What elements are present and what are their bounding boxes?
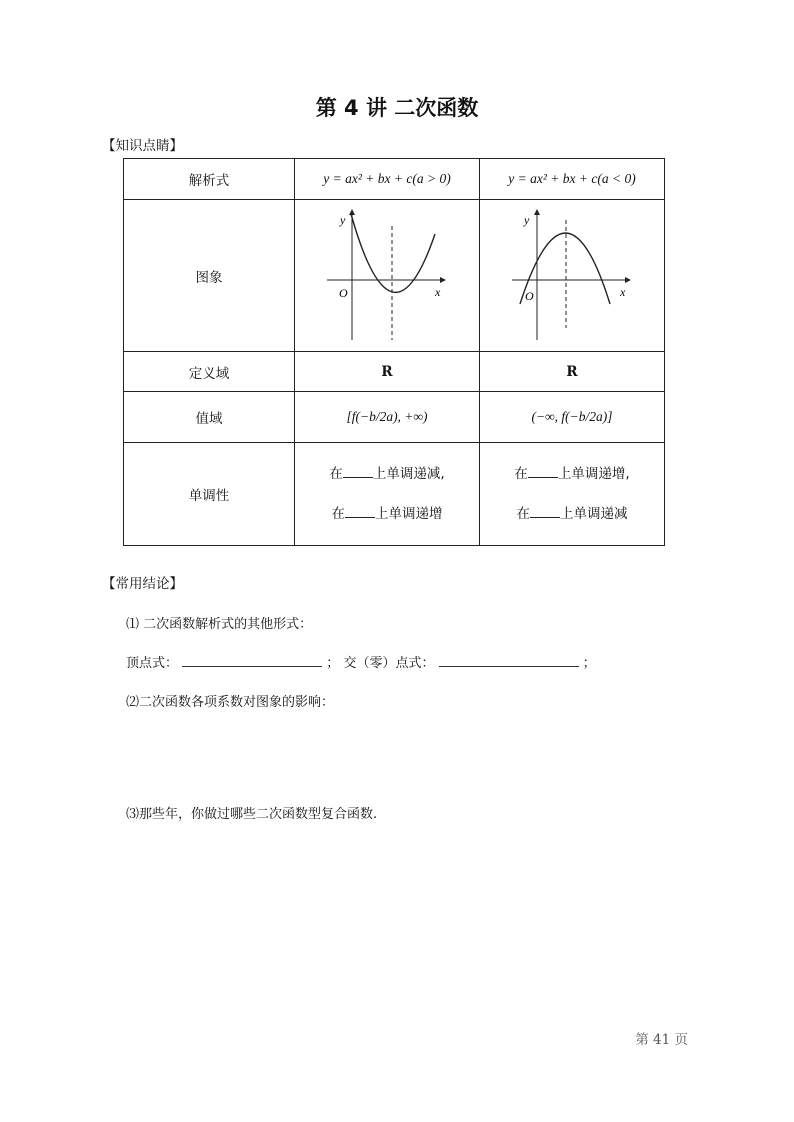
knowledge-table: [123, 158, 665, 546]
text: 在: [329, 466, 343, 482]
fill-blank[interactable]: [343, 465, 373, 478]
fill-blank[interactable]: [530, 505, 560, 518]
monotonic-line: [480, 454, 664, 494]
fill-blank[interactable]: [528, 465, 558, 478]
semicolon: ；: [582, 656, 596, 671]
text: 在: [516, 506, 530, 522]
parabola-up-graph: [295, 200, 479, 347]
row-label-graph: 图象: [124, 200, 295, 352]
graph-cell-a-negative: [480, 200, 665, 352]
table-row-graph: [124, 200, 665, 352]
monotonic-line: [295, 494, 479, 534]
forms-line: [126, 652, 596, 671]
table-row-range: [124, 392, 665, 443]
section-heading-conclusions: 【常用结论】: [102, 576, 183, 592]
monotonic-a-positive: [295, 443, 480, 546]
row-label-domain: 定义域: [124, 352, 295, 392]
semicolon: ；: [326, 656, 340, 671]
y-axis-label: y: [524, 213, 530, 227]
row-label-formula: 解析式: [124, 159, 295, 200]
formula-a-positive: y = ax² + bx + c(a > 0): [295, 159, 480, 200]
section-heading-knowledge: 【知识点睛】: [102, 138, 183, 154]
graph-cell-a-positive: [295, 200, 480, 352]
text: 上单调递增,: [557, 466, 630, 482]
text: 上单调递减: [560, 506, 628, 522]
item-1: ⑴ 二次函数解析式的其他形式：: [126, 617, 313, 632]
intercept-form-label: 交（零）点式：: [343, 656, 435, 671]
page-title: 第 4 讲 二次函数: [315, 96, 479, 120]
parabola-curve: [351, 214, 435, 292]
table-row-domain: [124, 352, 665, 392]
range-a-positive: [f(−b/2a), +∞): [295, 392, 480, 443]
row-label-range: 值域: [124, 392, 295, 443]
y-axis-label: y: [340, 213, 346, 227]
text: 在: [514, 466, 528, 482]
fill-blank[interactable]: [345, 505, 375, 518]
vertex-form-label: 顶点式：: [126, 656, 179, 671]
text: 上单调递减,: [372, 466, 445, 482]
text: 在: [331, 506, 345, 522]
page-number: 第 41 页: [635, 1032, 688, 1048]
vertex-form-blank[interactable]: [182, 652, 322, 667]
formula-a-negative: y = ax² + bx + c(a < 0): [480, 159, 665, 200]
domain-a-negative: R: [480, 352, 665, 392]
table-row-monotonic: [124, 443, 665, 546]
monotonic-a-negative: [480, 443, 665, 546]
monotonic-line: [480, 494, 664, 534]
row-label-monotonic: 单调性: [124, 443, 295, 546]
monotonic-line: [295, 454, 479, 494]
text: 上单调递增: [375, 506, 443, 522]
x-axis-label: x: [620, 285, 626, 299]
intercept-form-blank[interactable]: [439, 652, 579, 667]
domain-a-positive: R: [295, 352, 480, 392]
range-a-negative: (−∞, f(−b/2a)]: [480, 392, 665, 443]
table-row-formula: [124, 159, 665, 200]
item-2: ⑵二次函数各项系数对图象的影响：: [126, 695, 335, 710]
x-axis-label: x: [435, 285, 441, 299]
origin-label: O: [339, 286, 348, 300]
origin-label: O: [525, 289, 534, 303]
item-3: ⑶那些年，你做过哪些二次函数型复合函数.: [126, 807, 378, 822]
parabola-down-graph: [480, 200, 664, 347]
